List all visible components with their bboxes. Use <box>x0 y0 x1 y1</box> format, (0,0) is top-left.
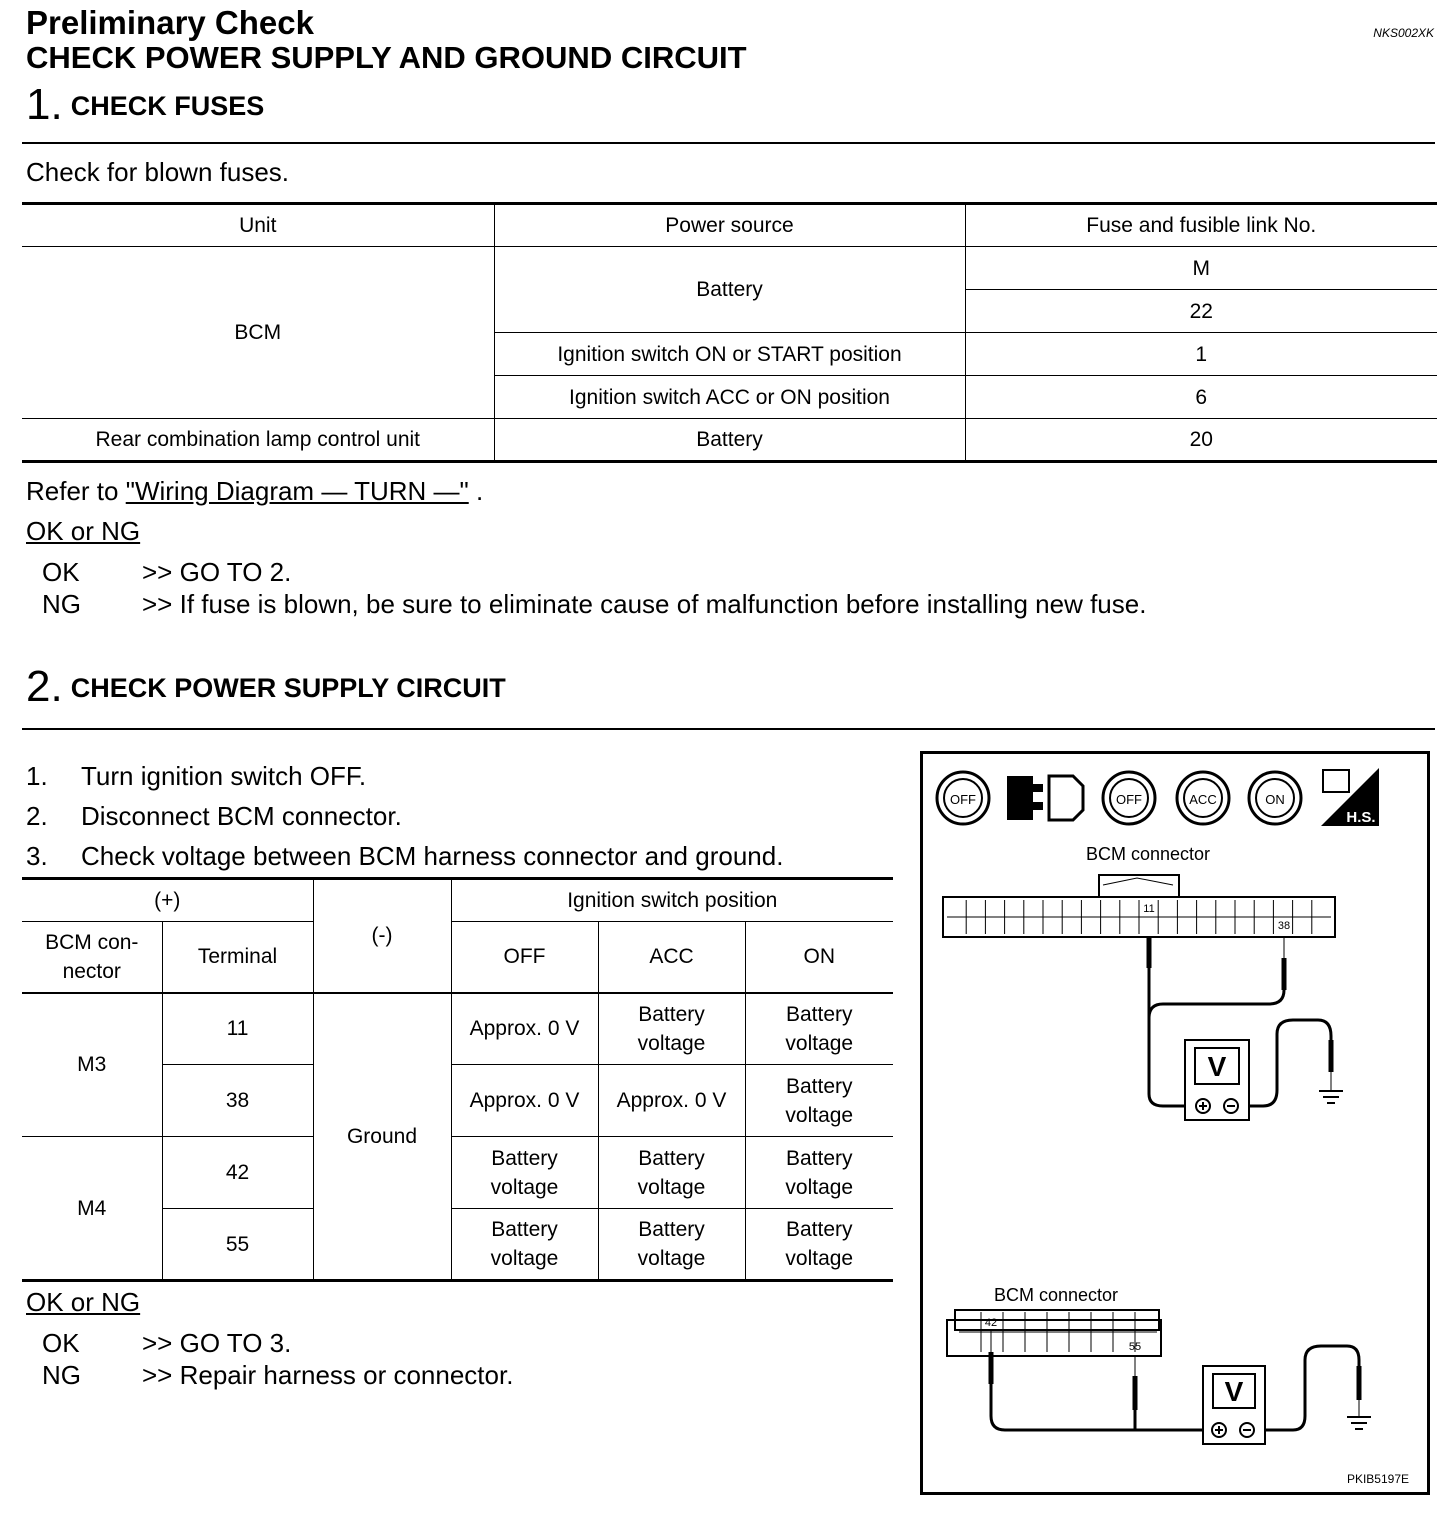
step2-title: CHECK POWER SUPPLY CIRCUIT <box>70 673 506 703</box>
cell-m3: M3 <box>22 993 162 1137</box>
cell-t38: 38 <box>162 1065 313 1137</box>
voltmeter-icon <box>1185 1040 1249 1120</box>
cell-t11: 11 <box>162 993 313 1065</box>
cell-v: Approx. 0 V <box>598 1065 745 1137</box>
step2-number: 2. <box>26 662 63 711</box>
cell-fuse-m: M <box>965 247 1437 290</box>
voltmeter-icon <box>1203 1366 1265 1444</box>
cell-ign-pos: Ignition switch position <box>451 879 893 922</box>
step1-ng-label: NG <box>42 589 81 619</box>
step1-ok-action: >> GO TO 2. <box>142 557 292 587</box>
document-code: NKS002XK <box>1373 26 1434 40</box>
svg-text:H.S.: H.S. <box>1346 809 1376 826</box>
list-item: 3. Check voltage between BCM harness connector and ground. <box>26 841 784 871</box>
svg-text:V: V <box>1224 1376 1244 1407</box>
probe-wires-bottom <box>991 1330 1371 1430</box>
pin-55-label: 55 <box>1128 1341 1142 1353</box>
col-power-source: Power source <box>494 204 965 247</box>
step2-ok-ng-label: OK or NG <box>26 1287 141 1317</box>
step2-ok-action: >> GO TO 3. <box>142 1328 292 1358</box>
table-row <box>22 922 893 993</box>
wiring-diagram-link[interactable]: "Wiring Diagram — TURN —" <box>125 476 469 506</box>
col-unit: Unit <box>22 204 494 247</box>
diagram-svg <box>923 754 1427 1492</box>
step1-number: 1. <box>26 80 63 129</box>
figure-code: PKIB5197E <box>1346 1472 1409 1486</box>
list-item: 2. Disconnect BCM connector. <box>26 801 402 831</box>
connector-cavities <box>947 900 1331 934</box>
cell-v: Approx. 0 V <box>451 1065 598 1137</box>
bcm-connector-m4 <box>947 1310 1161 1356</box>
cell-off: OFF <box>451 922 598 993</box>
cell-v: Battery voltage <box>598 993 745 1065</box>
cell-t42: 42 <box>162 1137 313 1209</box>
cell-v: Battery voltage <box>598 1209 745 1281</box>
step1-rule <box>22 142 1435 144</box>
table-row <box>22 419 1437 462</box>
refer-prefix: Refer to <box>26 476 126 506</box>
cell-rear-unit: Rear combination lamp control unit <box>22 419 494 462</box>
cell-on: ON <box>745 922 893 993</box>
cell-bcm: BCM <box>22 247 494 419</box>
step1-responses <box>26 556 1146 620</box>
key-off-icon <box>937 772 989 824</box>
key-on-icon <box>1249 772 1301 824</box>
refer-suffix: . <box>468 476 484 506</box>
svg-text:ON: ON <box>1265 792 1285 807</box>
pin-11-label: 11 <box>1143 903 1155 915</box>
pin-42-label: 42 <box>984 1317 998 1329</box>
svg-text:OFF: OFF <box>950 792 976 807</box>
table-row <box>22 247 1437 290</box>
page-subtitle: CHECK POWER SUPPLY AND GROUND CIRCUIT <box>26 40 747 75</box>
cell-v: Battery voltage <box>745 993 893 1065</box>
key-acc-icon <box>1177 772 1229 824</box>
step1-title: CHECK FUSES <box>70 91 265 121</box>
cell-battery: Battery <box>494 247 965 333</box>
step1-ng-action: >> If fuse is blown, be sure to eliminate cause of malfunction before installing new fuse. <box>142 589 1147 619</box>
cell-v: Approx. 0 V <box>451 993 598 1065</box>
step1-heading <box>26 80 264 130</box>
cell-plus: (+) <box>22 879 313 922</box>
cell-bcm-connector: BCM con- nector <box>22 922 162 993</box>
table-row <box>22 879 893 922</box>
list-item: 1. Turn ignition switch OFF. <box>26 761 367 791</box>
cell-acc: ACC <box>598 922 745 993</box>
page-title: Preliminary Check <box>26 4 314 41</box>
cell-m4: M4 <box>22 1137 162 1281</box>
cell-v: Battery voltage <box>745 1137 893 1209</box>
step2-heading <box>26 662 506 712</box>
refer-line <box>26 476 483 507</box>
wiring-check-diagram <box>920 751 1430 1495</box>
cell-ground: Ground <box>313 993 451 1281</box>
cell-fuse-22: 22 <box>965 290 1437 333</box>
cell-v: Battery voltage <box>451 1137 598 1209</box>
fuse-table <box>22 202 1437 463</box>
cell-ign-acc-on: Ignition switch ACC or ON position <box>494 376 965 419</box>
step2-ng-label: NG <box>42 1360 81 1390</box>
step2-responses <box>26 1327 513 1391</box>
table-row <box>22 993 893 1065</box>
fuse-table-header <box>22 204 1437 247</box>
cell-v: Battery voltage <box>598 1137 745 1209</box>
step1-instruction: Check for blown fuses. <box>26 157 290 187</box>
step1-ok-label: OK <box>42 557 80 587</box>
cell-minus: (-) <box>313 879 451 993</box>
step2-ok-label: OK <box>42 1328 80 1358</box>
cell-fuse-20: 20 <box>965 419 1437 462</box>
svg-text:ACC: ACC <box>1189 792 1217 807</box>
pin-38-label: 38 <box>1277 920 1291 932</box>
voltage-table <box>22 877 893 1282</box>
svg-text:V: V <box>1207 1051 1227 1082</box>
cell-t55: 55 <box>162 1209 313 1281</box>
cell-fuse-6: 6 <box>965 376 1437 419</box>
cell-fuse-1: 1 <box>965 333 1437 376</box>
cell-v: Battery voltage <box>451 1209 598 1281</box>
step1-ok-ng-label: OK or NG <box>26 516 141 546</box>
table-row <box>22 1137 893 1209</box>
col-fuse: Fuse and fusible link No. <box>965 204 1437 247</box>
cell-ign-on-start: Ignition switch ON or START position <box>494 333 965 376</box>
cell-terminal: Terminal <box>162 922 313 993</box>
key-off-icon <box>1103 772 1155 824</box>
step2-ng-action: >> Repair harness or connector. <box>142 1360 514 1390</box>
cell-v: Battery voltage <box>745 1209 893 1281</box>
connector-label-bottom: BCM connector <box>993 1285 1119 1305</box>
cell-rear-battery: Battery <box>494 419 965 462</box>
connector-disconnect-icon <box>1007 776 1083 820</box>
svg-text:OFF: OFF <box>1116 792 1142 807</box>
harness-side-icon <box>1321 768 1379 826</box>
bcm-connector-m3 <box>943 875 1335 937</box>
procedure-list <box>26 756 783 876</box>
step2-rule <box>22 728 1435 730</box>
cell-v: Battery voltage <box>745 1065 893 1137</box>
connector-label-top: BCM connector <box>1085 844 1211 864</box>
